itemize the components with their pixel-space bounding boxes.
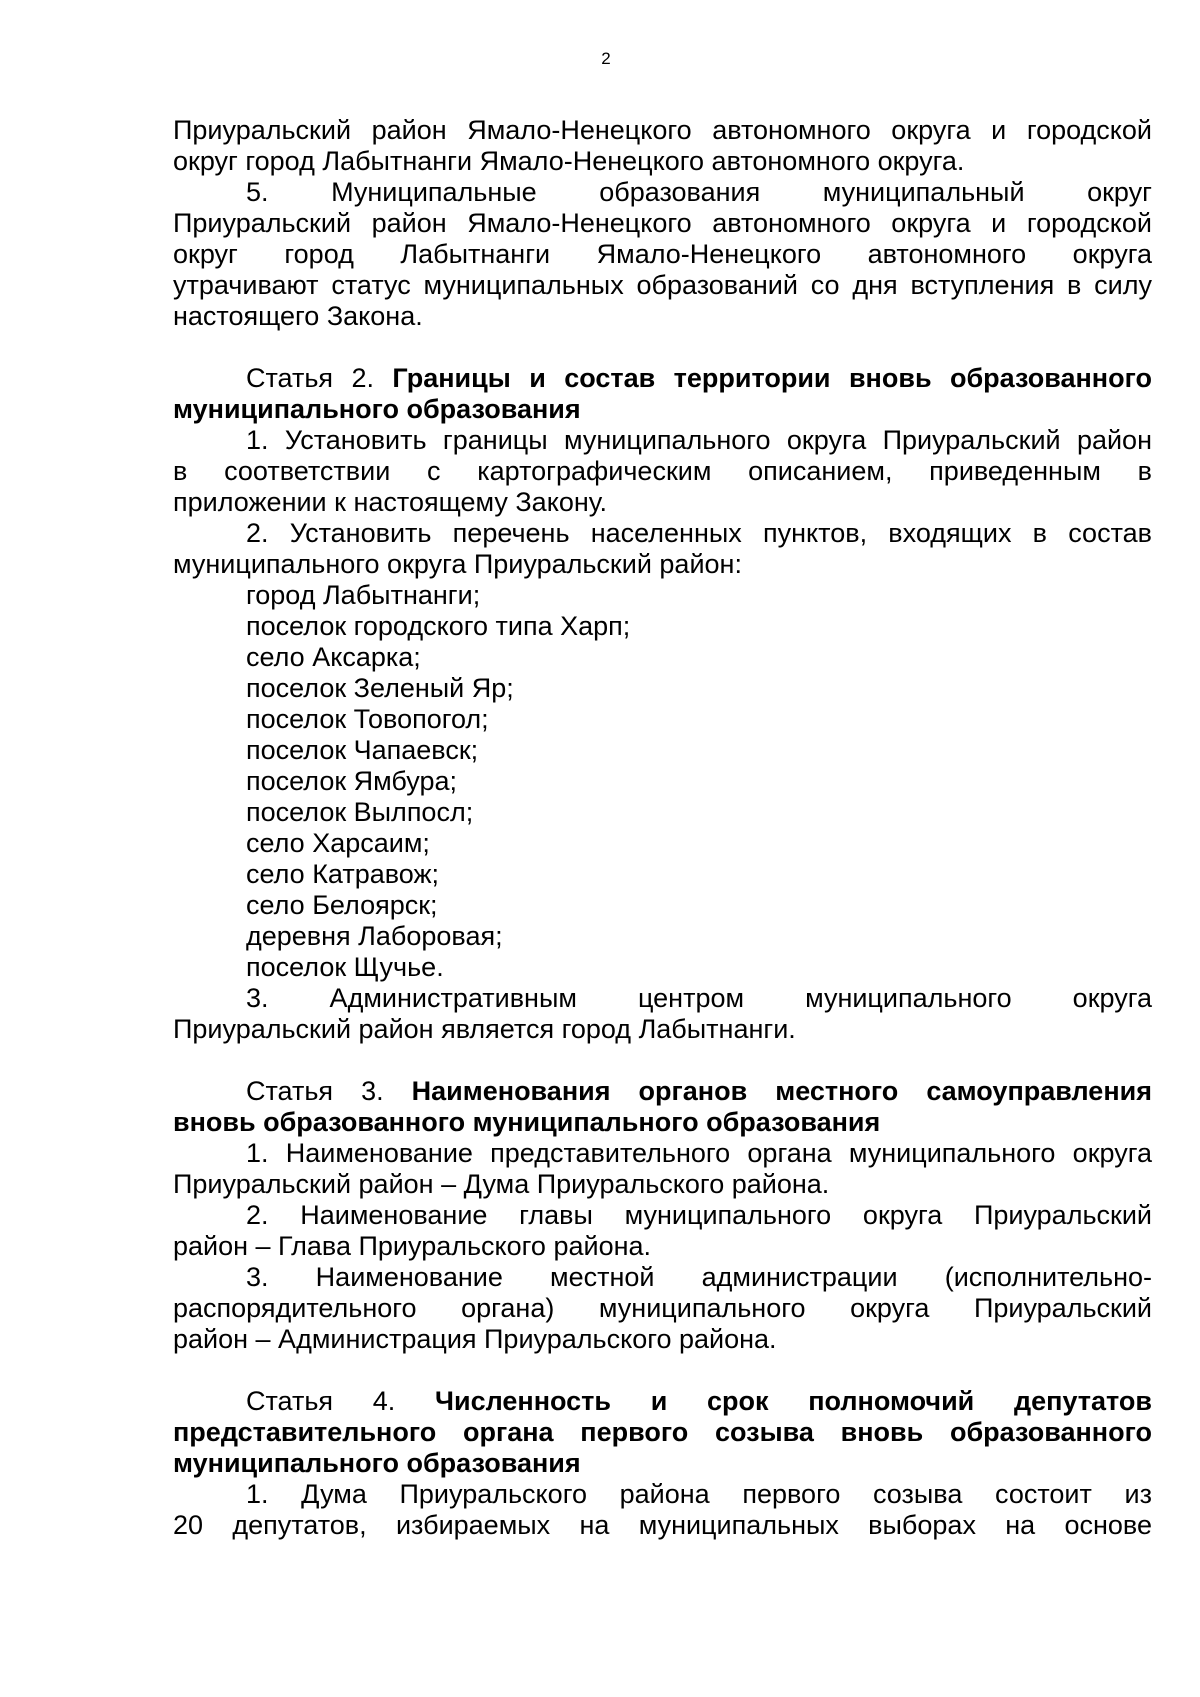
settlement-list-item: село Белоярск; xyxy=(246,890,438,920)
article3-p2-line-2: район – Глава Приуральского района. xyxy=(173,1231,652,1261)
page-number: 2 xyxy=(601,49,611,68)
article4-prefix: Статья 4. xyxy=(246,1386,396,1416)
item5-line-2: Приуральский район Ямало-Ненецкого автономного округа и городской xyxy=(173,208,1152,238)
article4-title-line-2: представительного органа первого созыва вновь образованного xyxy=(173,1417,1152,1447)
spacer xyxy=(173,332,1152,363)
document-body xyxy=(173,115,1152,1541)
article2-title-line-2: муниципального образования xyxy=(173,394,581,424)
settlement-list-item: село Харсаим; xyxy=(246,828,430,858)
article4-p1-line-1: 1. Дума Приуральского района первого созыва состоит из xyxy=(246,1479,1152,1509)
item5-line-1: 5. Муниципальные образования муниципальный округ xyxy=(246,177,1152,207)
article2-p2-line-1: 2. Установить перечень населенных пунктов, входящих в состав xyxy=(246,518,1152,548)
spacer xyxy=(173,1355,1152,1386)
item5-line-5: настоящего Закона. xyxy=(173,301,423,331)
article3-p2-line-1: 2. Наименование главы муниципального округа Приуральский xyxy=(246,1200,1152,1230)
article2-p3-line-1: 3. Административным центром муниципального округа xyxy=(246,983,1152,1013)
settlement-list-item: поселок Товопогол; xyxy=(246,704,489,734)
article3-p3-line-2: распорядительного органа) муниципального округа Приуральский xyxy=(173,1293,1152,1323)
article2-p2-line-2: муниципального округа Приуральский район: xyxy=(173,549,742,579)
settlement-list-item: поселок Щучье. xyxy=(246,952,444,982)
article3-heading xyxy=(173,1076,1152,1107)
intro-line-1: Приуральский район Ямало-Ненецкого автономного округа и городской xyxy=(173,115,1152,145)
item5-line-3: округ город Лабытнанги Ямало-Ненецкого автономного округа xyxy=(173,239,1152,269)
article4-title-line-3: муниципального образования xyxy=(173,1448,581,1478)
article2-title-line-1: Границы и состав территории вновь образованного xyxy=(392,363,1152,393)
settlement-list-item: поселок Зеленый Яр; xyxy=(246,673,514,703)
article2-p3-line-2: Приуральский район является город Лабытнанги. xyxy=(173,1014,796,1044)
settlement-list-item: село Катравож; xyxy=(246,859,440,889)
article4-p1-line-2: 20 депутатов, избираемых на муниципальных выборах на основе xyxy=(173,1510,1152,1540)
settlement-list-item: город Лабытнанги; xyxy=(246,580,481,610)
article4-title-line-1: Численность и срок полномочий депутатов xyxy=(435,1386,1152,1416)
article2-prefix: Статья 2. xyxy=(246,363,374,393)
settlement-list-item: поселок городского типа Харп; xyxy=(246,611,631,641)
article3-p1-line-2: Приуральский район – Дума Приуральского района. xyxy=(173,1169,830,1199)
settlement-list-item: село Аксарка; xyxy=(246,642,421,672)
article3-title-line-1: Наименования органов местного самоуправления xyxy=(411,1076,1152,1106)
settlement-list-item: деревня Лаборовая; xyxy=(246,921,503,951)
spacer xyxy=(173,1045,1152,1076)
article2-p1-line-1: 1. Установить границы муниципального округа Приуральский район xyxy=(246,425,1152,455)
article3-title-line-2: вновь образованного муниципального образования xyxy=(173,1107,881,1137)
article2-p1-line-2: в соответствии с картографическим описанием, приведенным в xyxy=(173,456,1152,486)
article2-heading xyxy=(173,363,1152,394)
settlement-list-item: поселок Ямбура; xyxy=(246,766,458,796)
article3-p3-line-1: 3. Наименование местной администрации (исполнительно- xyxy=(246,1262,1152,1292)
intro-line-2: округ город Лабытнанги Ямало-Ненецкого автономного округа. xyxy=(173,146,965,176)
article3-p1-line-1: 1. Наименование представительного органа муниципального округа xyxy=(246,1138,1152,1168)
article4-heading xyxy=(173,1386,1152,1417)
item5-line-4: утрачивают статус муниципальных образований со дня вступления в силу xyxy=(173,270,1152,300)
settlement-list-item: поселок Вылпосл; xyxy=(246,797,474,827)
article3-prefix: Статья 3. xyxy=(246,1076,384,1106)
article3-p3-line-3: район – Администрация Приуральского района. xyxy=(173,1324,777,1354)
settlement-list-item: поселок Чапаевск; xyxy=(246,735,479,765)
article2-p1-line-3: приложении к настоящему Закону. xyxy=(173,487,608,517)
